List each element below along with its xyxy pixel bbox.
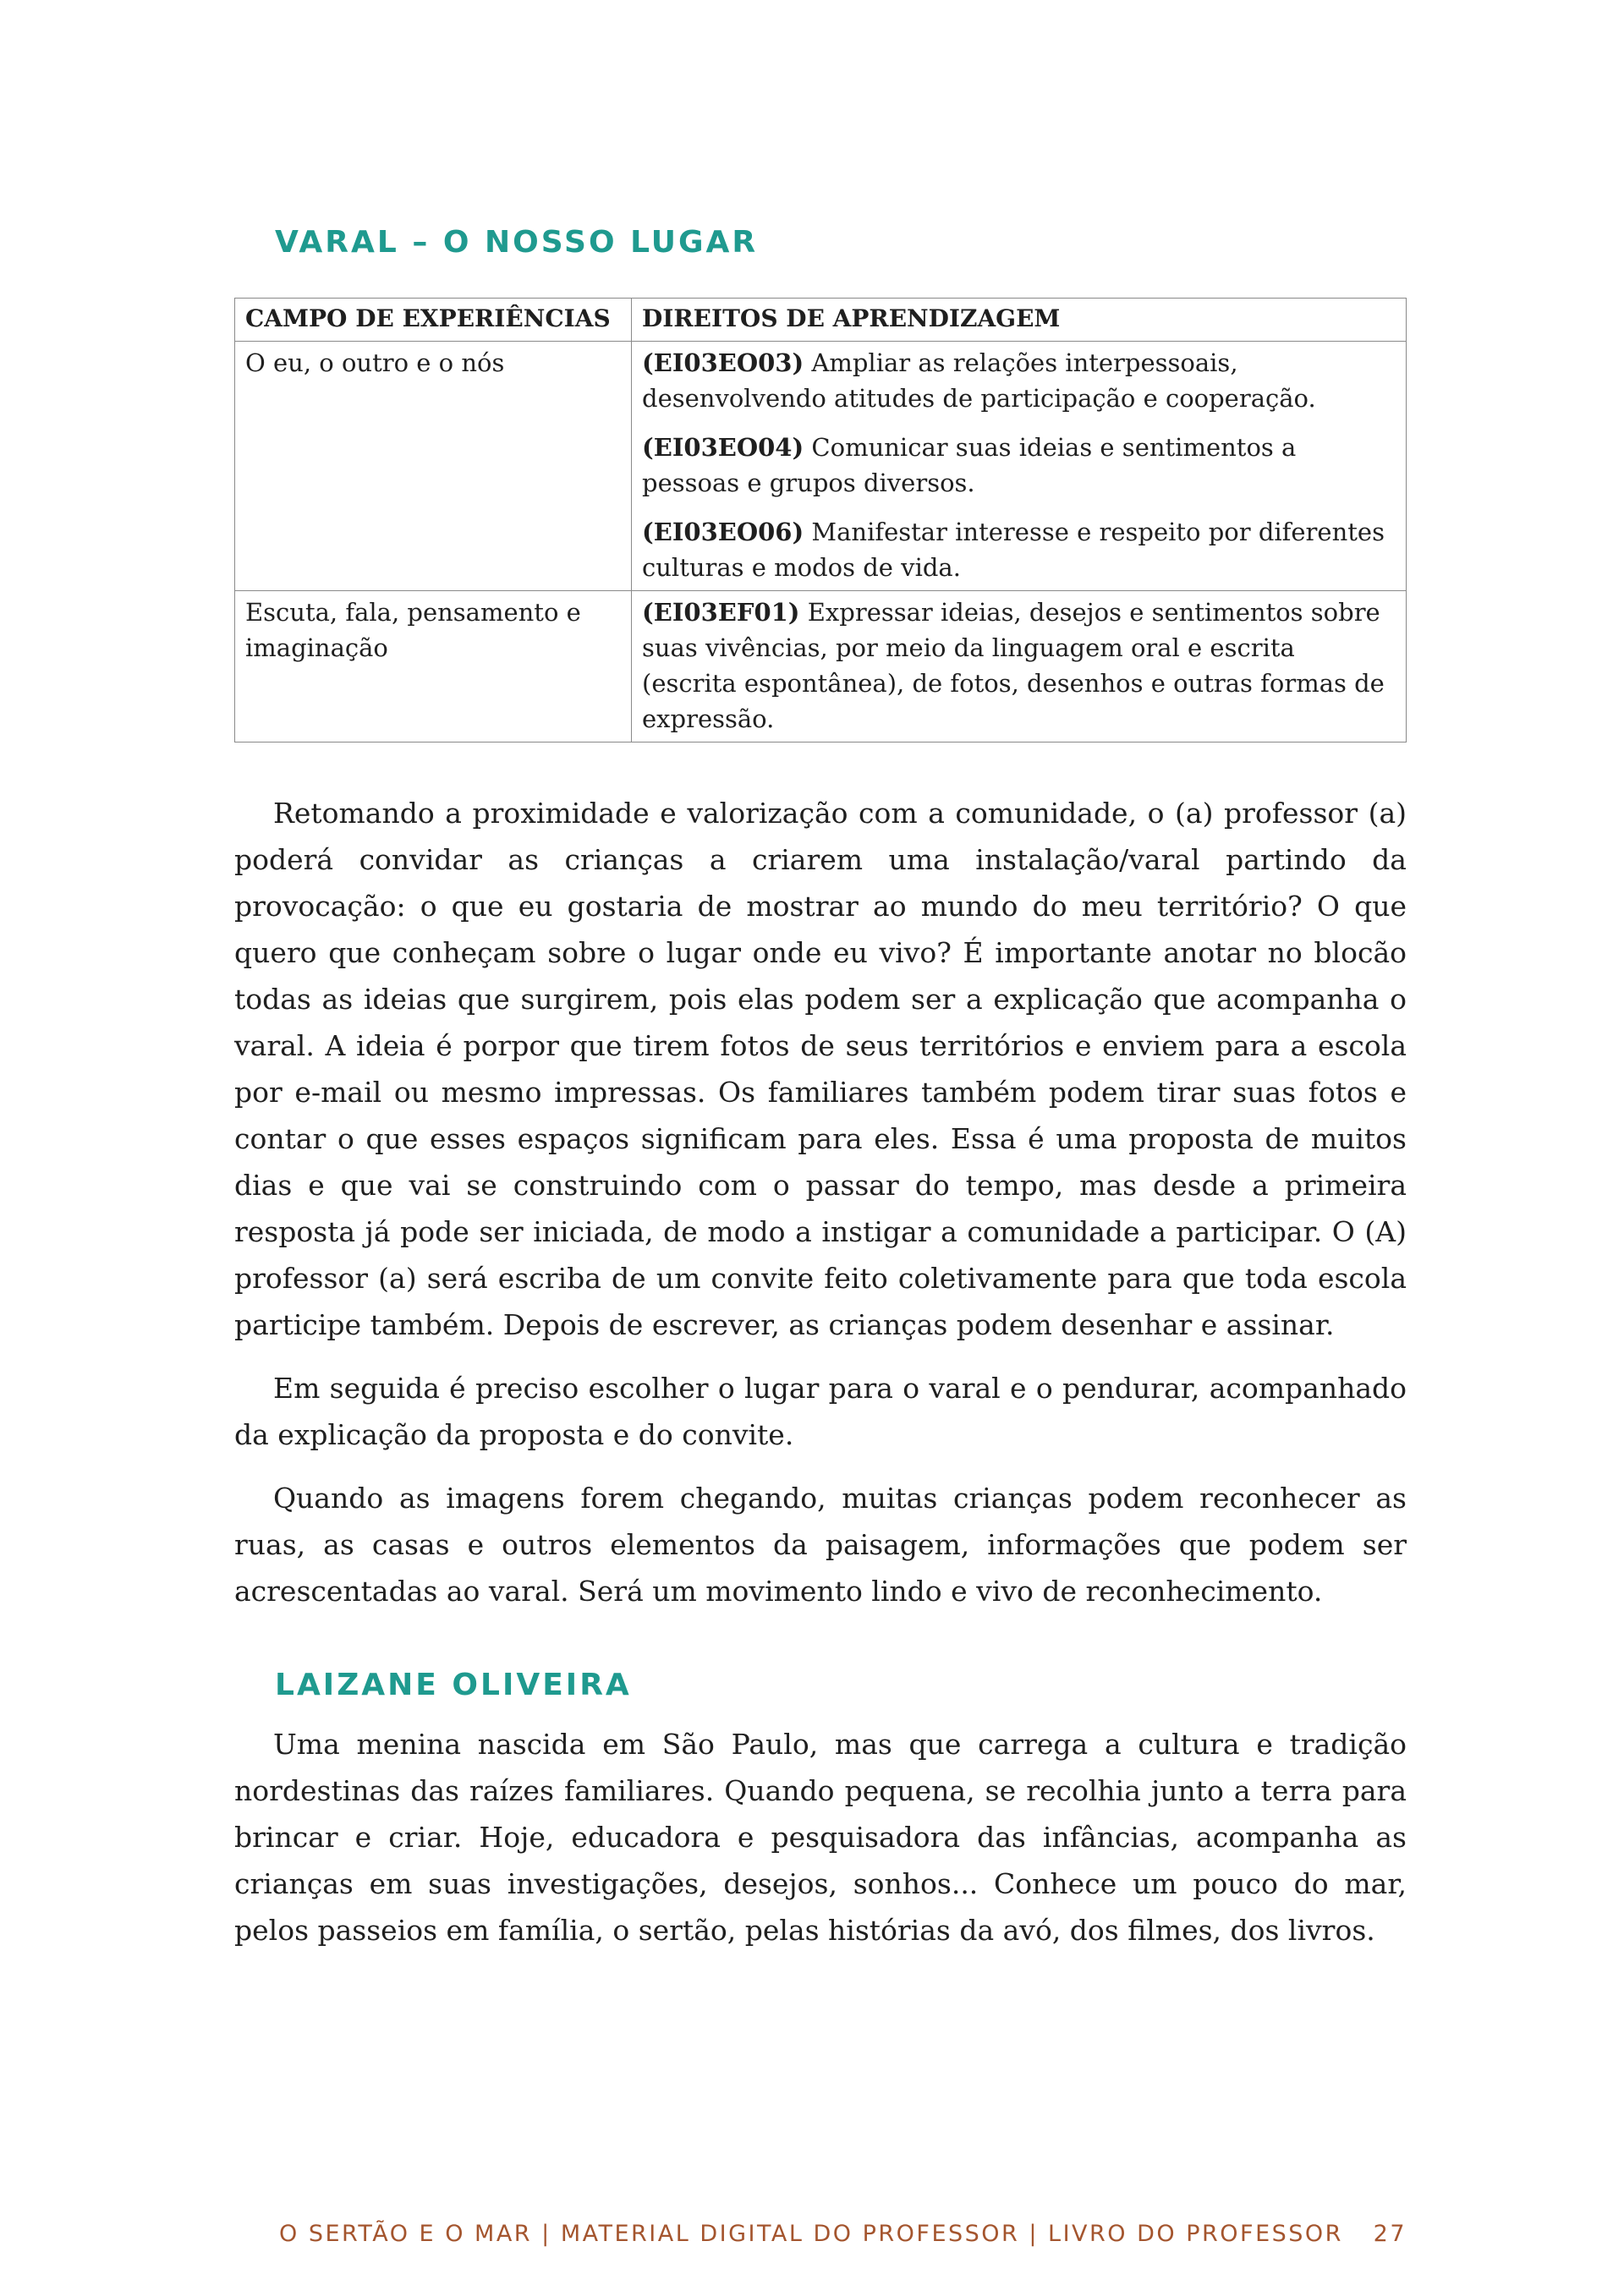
objective-text: Manifestar interesse e respeito por diferentes culturas e modos de vida.	[642, 518, 1385, 582]
page-footer	[279, 2221, 1407, 2247]
direitos-cell	[632, 342, 1407, 591]
table-row	[235, 342, 1407, 591]
objective-text: Comunicar suas ideias e sentimentos a pessoas e grupos diversos.	[642, 433, 1297, 497]
objective-code: (EI03EO06)	[642, 518, 804, 546]
campo-cell: Escuta, fala, pensamento e imaginação	[235, 591, 632, 743]
varal-body-text	[234, 790, 1407, 1631]
objective-item	[642, 514, 1396, 585]
objective-code: (EI03EO03)	[642, 348, 804, 377]
table-header-campo: CAMPO DE EXPERIÊNCIAS	[235, 299, 632, 342]
table-row	[235, 591, 1407, 743]
footer-title: O SERTÃO E O MAR | MATERIAL DIGITAL DO PROFESSOR | LIVRO DO PROFESSOR	[279, 2221, 1343, 2247]
direitos-cell	[632, 591, 1407, 743]
objective-code: (EI03EF01)	[642, 598, 800, 627]
objective-item	[642, 345, 1396, 416]
objective-text: Ampliar as relações interpessoais, desenvolvendo atitudes de participação e cooperação.	[642, 348, 1316, 413]
campo-cell: O eu, o outro e o nós	[235, 342, 632, 591]
section-heading-laizane: LAIZANE OLIVEIRA	[275, 1668, 632, 1702]
objective-item	[642, 595, 1396, 737]
paragraph: Uma menina nascida em São Paulo, mas que carrega a cultura e tradição nordestinas das raízes familiares. Quando pequena, se recolhia junto a terra para brincar e criar. Hoje, educadora e pesquisadora das infâncias, acompanha as crianças em suas investigações, desejos, sonhos... Conhece um pouco do mar, pelos passeios em família, o sertão, pelas histórias da avó, dos filmes, dos livros.	[234, 1728, 1407, 1947]
bncc-table	[234, 298, 1407, 743]
paragraph: Quando as imagens forem chegando, muitas crianças podem reconhecer as ruas, as casas e outros elementos da paisagem, informações que podem ser acrescentadas ao varal. Será um movimento lindo e vivo de reconhecimento.	[234, 1482, 1407, 1608]
section-heading-varal: VARAL – O NOSSO LUGAR	[275, 225, 759, 260]
page-number: 27	[1373, 2221, 1407, 2247]
objective-item	[642, 430, 1396, 501]
objective-text: Expressar ideias, desejos e sentimentos sobre suas vivências, por meio da linguagem oral e escrita (escrita espontânea), de fotos, desenhos e outras formas de expressão.	[642, 598, 1385, 733]
paragraph: Em seguida é preciso escolher o lugar para o varal e o pendurar, acompanhado da explicação da proposta e do convite.	[234, 1372, 1407, 1451]
objective-code: (EI03EO04)	[642, 433, 804, 462]
table-header-row	[235, 299, 1407, 342]
laizane-body-text	[234, 1721, 1407, 1970]
paragraph: Retomando a proximidade e valorização com a comunidade, o (a) professor (a) poderá convidar as crianças a criarem uma instalação/varal partindo da provocação: o que eu gostaria de mostrar ao mundo do meu território? O que quero que conheçam sobre o lugar onde eu vivo? É importante anotar no blocão todas as ideias que surgirem, pois elas podem ser a explicação que acompanha o varal. A ideia é porpor que tirem fotos de seus territórios e enviem para a escola por e-mail ou mesmo impressas. Os familiares também podem tirar suas fotos e contar o que esses espaços significam para eles. Essa é uma proposta de muitos dias e que vai se construindo com o passar do tempo, mas desde a primeira resposta já pode ser iniciada, de modo a instigar a comunidade a participar. O (A) professor (a) será escriba de um convite feito coletivamente para que toda escola participe também. Depois de escrever, as crianças podem desenhar e assinar.	[234, 797, 1407, 1341]
table-header-direitos: DIREITOS DE APRENDIZAGEM	[632, 299, 1407, 342]
